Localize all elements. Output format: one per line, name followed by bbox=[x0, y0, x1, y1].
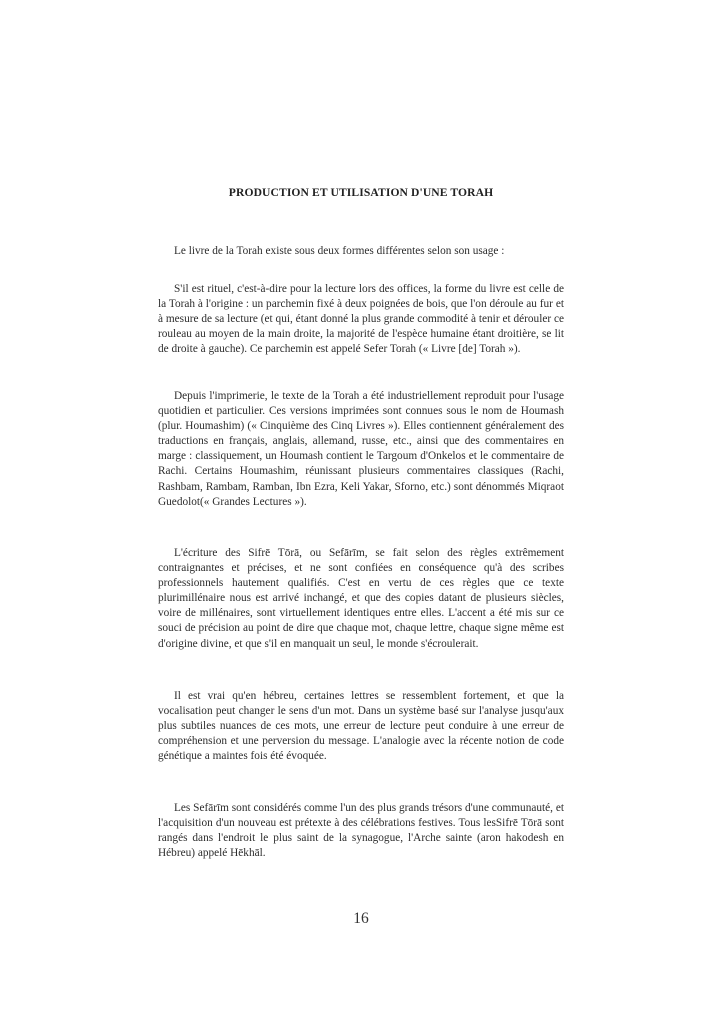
paragraph-houmash: Depuis l'imprimerie, le texte de la Torah a été industriellement reproduit pour l'usage quotidien et particulier. Ces versions imprimées sont connues sous le nom de Houmash (plur. Houmashim) (« Cinquième des Cinq Livres »). Elles contiennent généralement des traductions en français, anglais, allemand, russe, etc., ainsi que des commentaires en marge : classiquement, un Houmash contient le Targoum d'Onkelos et le commentaire de Rachi. Certains Houmashim, réunissant plusieurs commentaires classiques (Rachi, Rashbam, Rambam, Ramban, Ibn Ezra, Keli Yakar, Sforno, etc.) sont dénommés Miqraot Guedolot(« Grandes Lectures »). bbox=[158, 390, 564, 508]
page-number: 16 bbox=[353, 910, 369, 927]
paragraph-sefer-torah: S'il est rituel, c'est-à-dire pour la lecture lors des offices, la forme du livre est celle de la Torah à l'origine : un parchemin fixé à deux poignées de bois, que l'on déroule au fur et à mesure de sa lecture (et qui, étant donné la plus grande commodité à tenir et dérouler ce rouleau au moyen de la main droite, la majorité de l'espèce humaine étant droitière, se lit de droite à gauche). Ce parchemin est appelé Sefer Torah (« Livre [de] Torah »). bbox=[158, 283, 564, 356]
page-title: PRODUCTION ET UTILISATION D'UNE TORAH bbox=[228, 186, 494, 199]
paragraph-ecriture: L'écriture des Sifrē Tōrā, ou Sefārīm, se fait selon des règles extrêmement contraignantes et précises, et ne sont confiées en conséquence qu'à des scribes professionnels hautement qualifiés. C'est en vertu de ces règles que ce texte plurimillénaire nous est arrivé inchangé, et que des copies datant de plusieurs siècles, voire de millénaires, sont virtuellement identiques entre elles. L'accent a été mis sur ce souci de précision au point de dire que chaque mot, chaque lettre, chaque signe même est d'origine divine, et que s'il en manquait un seul, le monde s'écroulerait. bbox=[158, 547, 564, 650]
paragraph-sefarim: Les Sefārīm sont considérés comme l'un des plus grands trésors d'une communauté, et l'acquisition d'un nouveau est prétexte à des célébrations festives. Tous lesSifrē Tōrā sont rangés dans l'endroit le plus saint de la synagogue, l'Arche sainte (aron hakodesh en Hébreu) appelé Hēkhāl. bbox=[158, 802, 564, 860]
paragraph-intro: Le livre de la Torah existe sous deux formes différentes selon son usage : bbox=[174, 245, 505, 257]
paragraph-hebreu: Il est vrai qu'en hébreu, certaines lettres se ressemblent fortement, et que la vocalisation peut changer le sens d'un mot. Dans un système basé sur l'analyse jusqu'aux plus subtiles nuances de ces mots, une erreur de lecture peut conduire à une erreur de compréhension et une perversion du message. L'analogie avec la récente notion de code génétique a maintes fois été évoquée. bbox=[158, 690, 564, 763]
